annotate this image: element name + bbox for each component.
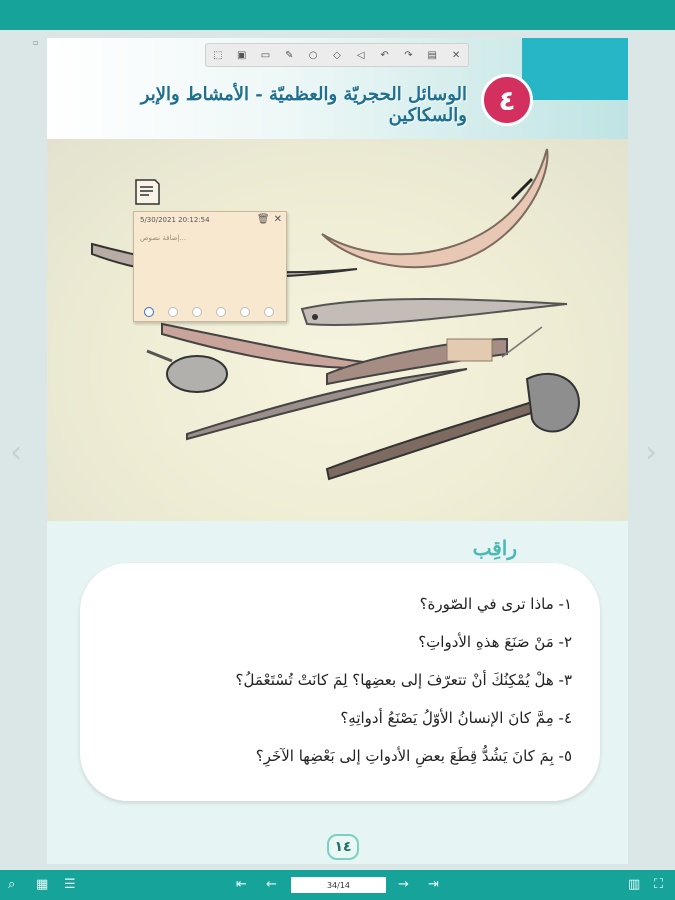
color-option[interactable] — [216, 307, 226, 317]
prev-page-icon[interactable]: ← — [266, 877, 277, 892]
pen-icon[interactable]: ✎ — [285, 49, 294, 61]
last-page-icon[interactable]: ⇥ — [428, 877, 439, 892]
grid-view-icon[interactable]: ▦ — [36, 877, 49, 892]
sticky-note-icon[interactable] — [133, 178, 161, 206]
note-text-field[interactable]: إضافة نصوص... — [140, 234, 187, 242]
book-page — [47, 38, 628, 864]
color-option[interactable] — [264, 307, 274, 317]
note-actions — [257, 214, 282, 225]
redo-icon[interactable]: ↷ — [404, 49, 413, 61]
first-page-icon[interactable]: ⇤ — [236, 877, 247, 892]
header-corner-block — [522, 38, 628, 100]
fullscreen-icon[interactable]: ⛶ — [654, 877, 664, 892]
select-icon[interactable]: ⬚ — [213, 49, 223, 61]
single-page-icon[interactable]: ▥ — [628, 877, 641, 892]
delete-icon[interactable]: 🗑 — [256, 214, 270, 225]
note-date: 5/30/2021 20:12:54 — [140, 216, 210, 224]
color-option[interactable] — [144, 307, 154, 317]
question-item: ٥- بِمَ كانَ يَشُدُّ قِطَعَ بعضِ الأدواتِ إلى بَعْضِها الآخَرِ؟ — [255, 747, 572, 765]
note-icon[interactable]: ▣ — [236, 49, 247, 61]
previous-page-arrow-icon[interactable]: ‹ — [10, 435, 22, 470]
chapter-header — [77, 78, 537, 124]
highlight-icon[interactable]: ▭ — [260, 49, 271, 61]
question-item: ٣- هلْ يُمْكِنُكَ أنْ تتعرّفَ إلى بعضِها؟ لِمَ كانَتْ تُسْتَعْمَلُ؟ — [235, 671, 572, 689]
next-page-arrow-icon[interactable]: › — [645, 435, 657, 470]
eraser-icon[interactable]: ◇ — [333, 49, 341, 61]
next-page-icon[interactable]: → — [398, 877, 409, 892]
chapter-number-badge: ٤ — [481, 74, 533, 126]
close-icon[interactable]: ✕ — [451, 49, 461, 61]
undo-icon[interactable]: ↶ — [380, 49, 389, 61]
color-option[interactable] — [168, 307, 178, 317]
questions-card — [80, 563, 600, 801]
page-corner-icon[interactable]: ▫ — [33, 38, 39, 47]
color-option[interactable] — [192, 307, 202, 317]
question-item: ١- ماذا ترى في الصّورة؟ — [419, 595, 572, 613]
pointer-icon[interactable]: ◁ — [356, 49, 365, 61]
shape-icon[interactable]: ○ — [308, 49, 318, 61]
note-color-picker — [144, 307, 274, 317]
close-icon[interactable]: ✕ — [273, 214, 282, 225]
chapter-title: الوسائل الحجريّة والعظميّة - الأمشاط والإبر والسكاكين — [140, 84, 467, 126]
menu-icon[interactable]: ☰ — [64, 877, 76, 892]
section-title: راقِب — [472, 536, 517, 560]
top-bar — [0, 0, 675, 30]
color-option[interactable] — [240, 307, 250, 317]
annotation-toolbar — [205, 43, 469, 67]
question-item: ٤- مِمَّ كانَ الإنسانُ الأوّلُ يَصْنَعُ أدواتِهِ؟ — [340, 709, 572, 727]
page-number: ١٤ — [327, 834, 359, 860]
zoom-icon[interactable]: ⌕ — [8, 877, 16, 892]
page-number-input[interactable] — [291, 877, 386, 893]
question-item: ٢- مَنْ صَنَعَ هذهِ الأدواتِ؟ — [418, 633, 572, 651]
note-popup[interactable] — [133, 211, 287, 322]
save-icon[interactable]: ▤ — [427, 49, 437, 61]
